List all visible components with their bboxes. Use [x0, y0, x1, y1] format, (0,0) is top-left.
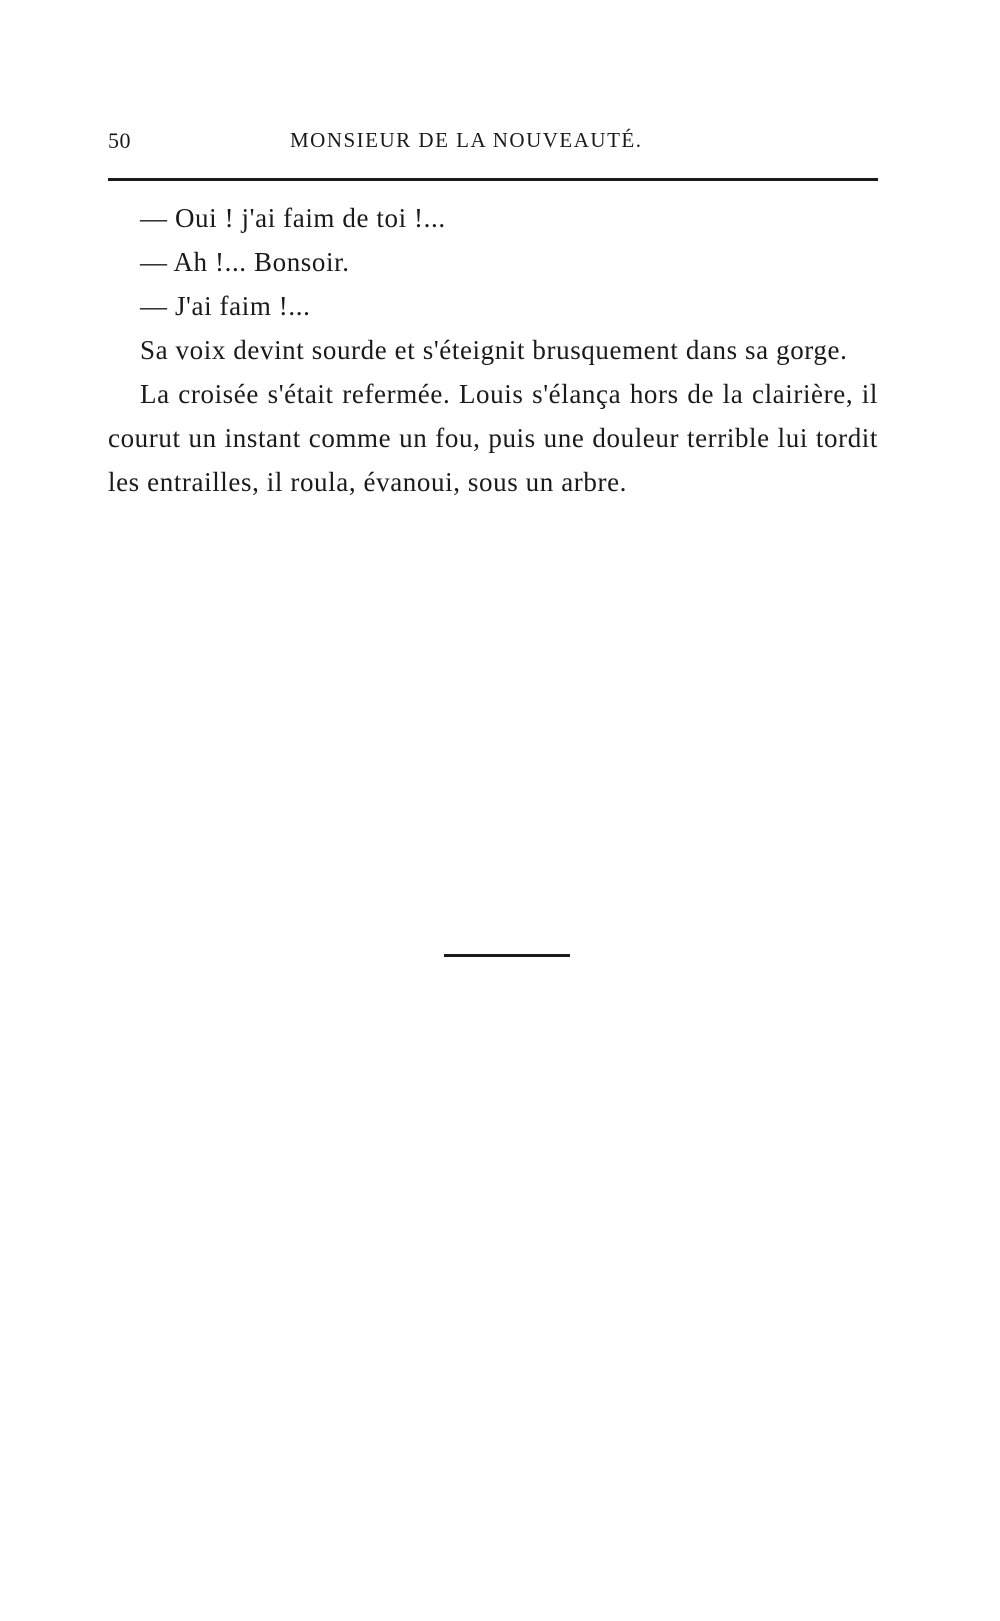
- dialogue-line: — Oui ! j'ai faim de toi !...: [140, 203, 446, 233]
- running-title: MONSIEUR DE LA NOUVEAUTÉ.: [290, 128, 643, 152]
- end-of-chapter-rule: [444, 954, 570, 957]
- paragraph: Sa voix devint sourde et s'éteignit brusquement dans sa gorge.: [140, 335, 848, 365]
- dialogue-line: — Ah !... Bonsoir.: [140, 247, 350, 277]
- running-head: [108, 128, 878, 162]
- paragraph: La croisée s'était refermée. Louis s'élança hors de la clairière, il courut un instant comme un fou, puis une douleur terrible lui tordit les entrailles, il roula, évanoui, sous un arbre.: [108, 379, 878, 497]
- dialogue-line: — J'ai faim !...: [140, 291, 311, 321]
- header-rule: [108, 178, 878, 181]
- page-number: 50: [108, 128, 131, 153]
- body-text: [108, 196, 878, 504]
